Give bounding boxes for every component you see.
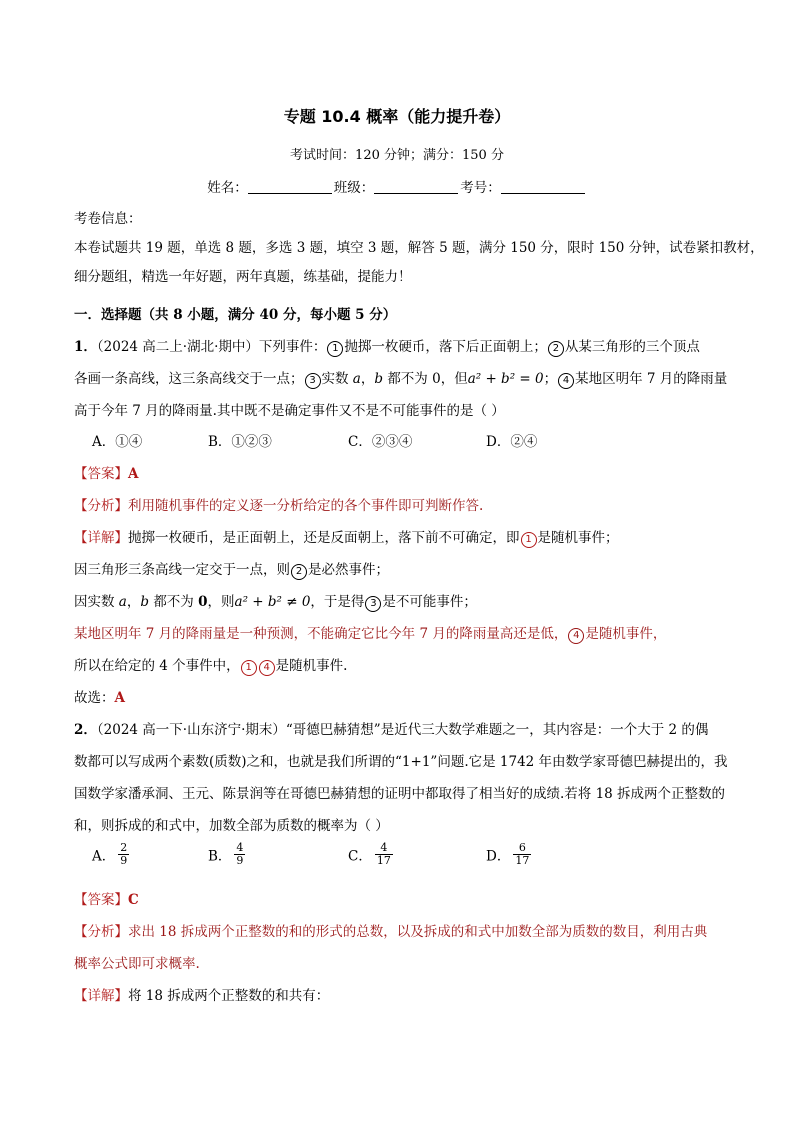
detail-text: 都不为 [153, 594, 199, 610]
option-value: ①④ [115, 434, 143, 450]
fraction-denominator: 9 [120, 854, 128, 867]
option-label: A． [92, 434, 116, 450]
q1-detail-1 [74, 526, 734, 548]
option-label: B． [208, 848, 232, 865]
detail-text: ，则 [207, 594, 235, 610]
circled-2-icon: 2 [548, 341, 564, 357]
answer-tag: 【答案】 [74, 892, 128, 908]
q1-event-3: 实数 [321, 371, 353, 387]
q2-answer [74, 888, 734, 908]
q1-number: 1． [74, 339, 97, 355]
detail-text: 是随机事件； [537, 530, 619, 546]
q2-line-3: 国数学家潘承洞、王元、陈景润等在哥德巴赫猜想的证明中都取得了相当好的成绩.若将 18 拆成两个正整数的 [74, 786, 726, 802]
info-line-1: 本卷试题共 19 题，单选 8 题，多选 3 题，填空 3 题，解答 5 题，满分 150 分，限时 150 分钟，试卷紧扣教材， [74, 240, 764, 256]
analysis-tag: 【分析】 [74, 924, 128, 940]
q2-line-2: 数都可以写成两个素数(质数)之和，也就是我们所谓的“1+1”问题.它是 1742 年由数学家哥德巴赫提出的，我 [74, 754, 728, 770]
answer-value: A [128, 466, 139, 482]
q1-option-c[interactable] [348, 430, 412, 450]
option-fraction [513, 842, 531, 867]
q1-detail-3: 因实数 a，b 都不为 0，则a² + b² ≠ 0，于是得 3 是不可能事件； [74, 594, 477, 610]
q1-event-2: 从某三角形的三个顶点 [564, 339, 700, 355]
q2-analysis-2: 概率公式即可求概率. [74, 956, 200, 972]
document-title: 专题 10.4 概率（能力提升卷） [283, 107, 511, 126]
detail-text: 是必然事件； [308, 562, 389, 578]
detail-text: 将 18 拆成两个正整数的和共有： [128, 988, 330, 1004]
q1-line-2: 各画一条高线，这三条高线交于一点； 3 实数 a，b 都不为 0，但a² + b² = 0； 4 某地区明年 7 月的降雨量 [74, 371, 728, 387]
q2-detail-1 [74, 984, 734, 1004]
q2-text: “哥德巴赫猜想”是近代三大数学难题之一，其内容是：一个大于 2 的偶 [285, 722, 709, 738]
info-line-2: 细分题组，精选一年好题，两年真题，练基础，提能力！ [74, 269, 412, 285]
option-label: A． [92, 848, 116, 865]
var-a: a [352, 371, 361, 387]
option-label: D． [486, 848, 511, 865]
analysis-text: 利用随机事件的定义逐一分析给定的各个事件即可判断作答. [128, 498, 484, 514]
q2-analysis-1 [74, 920, 734, 940]
detail-text: 某地区明年 7 月的降雨量是一种预测，不能确定它比今年 7 月的降雨量高还是低， [74, 626, 568, 642]
q1-detail-2 [74, 558, 734, 580]
number-blank[interactable] [501, 181, 585, 194]
q1-analysis [74, 494, 734, 514]
q1-sep: ； [543, 371, 558, 387]
fraction-numerator: 2 [120, 841, 128, 854]
option-value: ①②③ [231, 434, 272, 450]
q1-event-1: 抛掷一枚硬币，落下后正面朝上； [344, 339, 547, 355]
circled-2-icon: 2 [291, 564, 307, 580]
detail-tag: 【详解】 [74, 988, 128, 1004]
q1-event-4: 某地区明年 7 月的降雨量 [575, 371, 728, 387]
q1-detail-4 [74, 622, 734, 644]
fraction-denominator: 17 [515, 854, 530, 867]
name-label: 姓名： [207, 180, 248, 196]
option-fraction [375, 842, 393, 867]
option-value: ②③④ [371, 434, 413, 450]
q1-text: 下列事件： [258, 339, 327, 355]
option-fraction [118, 842, 129, 867]
q1-event-3-cont: 都不为 0，但 [387, 371, 468, 387]
q2-option-a[interactable] [92, 842, 129, 867]
q1-line-3: 高于今年 7 月的降雨量.其中既不是确定事件又不是不可能事件的是（ ） [74, 403, 505, 419]
info-heading: 考卷信息： [74, 211, 142, 227]
circled-3-icon: 3 [365, 596, 381, 612]
circled-4-icon: 4 [259, 660, 275, 676]
fraction-numerator: 6 [513, 842, 531, 855]
option-label: B． [208, 434, 232, 450]
q1-detail-5 [74, 654, 734, 676]
q1-choose [74, 686, 734, 706]
option-fraction [234, 842, 245, 867]
analysis-text: 求出 18 拆成两个正整数的和的形式的总数，以及拆成的和式中加数全部为质数的数目，利用古典 [128, 924, 708, 940]
class-label: 班级： [333, 180, 375, 196]
detail-text: 因实数 [74, 594, 119, 610]
analysis-tag: 【分析】 [74, 498, 128, 514]
var-a: a [118, 594, 127, 610]
q2-source: （2024 高一下·山东济宁·期末） [96, 722, 286, 738]
detail-text: 抛掷一枚硬币，是正面朝上，还是反面朝上，落下前不可确定，即 [128, 530, 520, 546]
q2-option-c[interactable] [348, 842, 393, 867]
section-heading: 一．选择题（共 8 小题，满分 40 分，每小题 5 分） [74, 307, 397, 323]
option-label: C． [348, 848, 372, 865]
fraction-denominator: 17 [376, 854, 391, 867]
class-blank[interactable] [374, 181, 458, 194]
q1-equation: a² + b² = 0 [467, 371, 544, 387]
detail-text: 是不可能事件； [382, 594, 477, 610]
name-blank[interactable] [248, 181, 332, 194]
number-label: 考号： [460, 180, 501, 196]
detail-text: 是随机事件. [275, 658, 348, 674]
q2-option-d[interactable] [486, 842, 531, 867]
q1-answer [74, 462, 734, 482]
q1-event-2-cont: 各画一条高线，这三条高线交于一点； [74, 371, 304, 387]
circled-1-icon: 1 [241, 660, 257, 676]
option-label: C． [348, 434, 372, 450]
option-value: ②④ [510, 434, 538, 450]
circled-4-icon: 4 [558, 373, 574, 389]
option-label: D． [486, 434, 511, 450]
q2-number: 2． [74, 722, 97, 738]
detail-zero: 0 [198, 594, 208, 610]
var-b: b [374, 371, 384, 387]
answer-tag: 【答案】 [74, 466, 128, 482]
q1-source: （2024 高二上·湖北·期中） [96, 339, 259, 355]
detail-equation: a² + b² ≠ 0 [234, 594, 311, 610]
detail-text: 是随机事件， [585, 626, 667, 642]
fraction-denominator: 9 [236, 854, 244, 867]
answer-value: C [128, 892, 139, 908]
q2-option-b[interactable] [208, 842, 245, 867]
circled-1-icon: 1 [521, 532, 537, 548]
q1-line-1 [74, 335, 734, 357]
q1-option-d[interactable] [486, 430, 537, 450]
circled-1-icon: 1 [327, 341, 343, 357]
exam-time-info: 考试时间：120 分钟；满分：150 分 [290, 148, 504, 163]
detail-tag: 【详解】 [74, 530, 128, 546]
circled-3-icon: 3 [305, 373, 321, 389]
choose-value: A [114, 690, 125, 706]
choose-tag: 故选： [74, 690, 115, 706]
detail-text: ，于是得 [310, 594, 365, 610]
circled-4-icon: 4 [568, 628, 584, 644]
detail-text: 因三角形三条高线一定交于一点，则 [74, 562, 290, 578]
var-b: b [140, 594, 150, 610]
fraction-numerator: 4 [236, 841, 244, 854]
q2-line-4: 和，则拆成的和式中，加数全部为质数的概率为（ ） [74, 818, 389, 834]
q2-line-1 [74, 718, 734, 738]
fraction-numerator: 4 [375, 842, 393, 855]
detail-text: 所以在给定的 4 个事件中， [74, 658, 240, 674]
q1-option-a[interactable] [92, 430, 142, 450]
student-info-line [0, 176, 794, 196]
q1-option-b[interactable] [208, 430, 272, 450]
